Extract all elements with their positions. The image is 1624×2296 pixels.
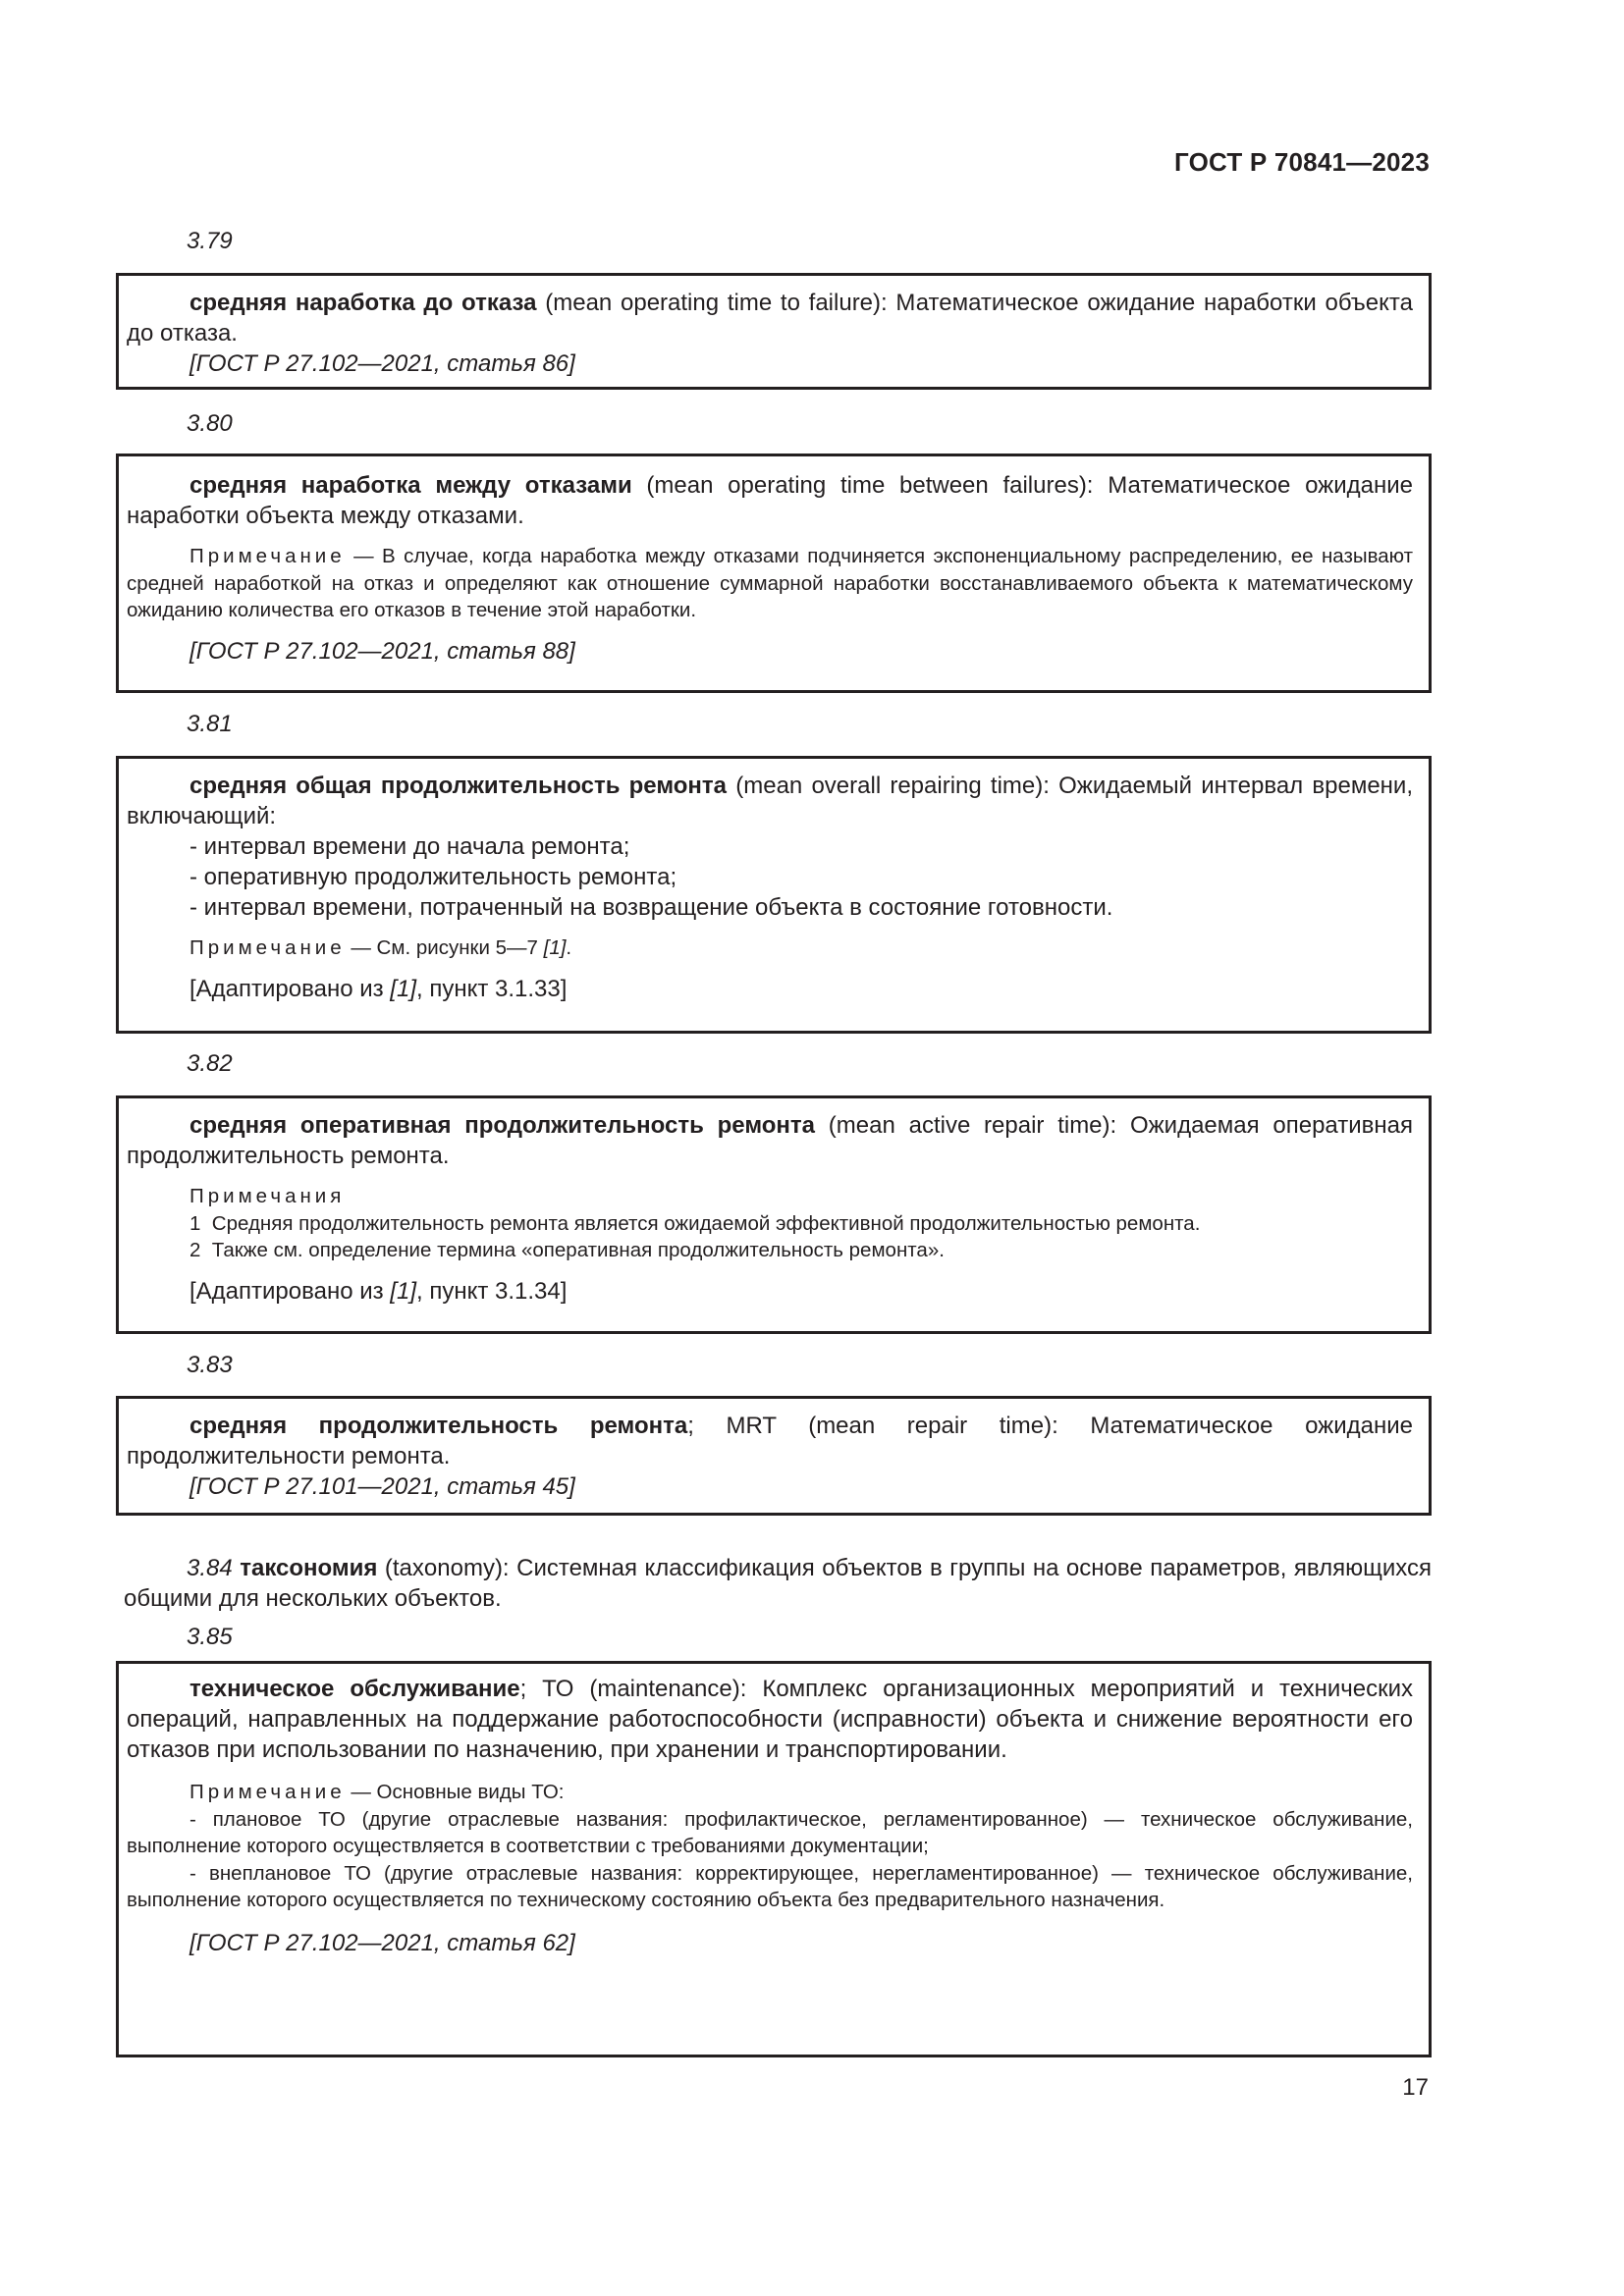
definition-box [116, 1095, 1432, 1334]
source-reference: [ГОСТ Р 27.102—2021, статья 62] [189, 1929, 575, 1956]
note-text: — Основные виды ТО: [345, 1781, 565, 1803]
definition-text [127, 1674, 1413, 1765]
entry-number: 3.79 [187, 228, 233, 254]
adapt-suffix: , пункт 3.1.34] [415, 1277, 568, 1305]
entry-number: 3.85 [187, 1624, 233, 1650]
note-end: . [566, 936, 572, 959]
citation-ref: [1] [543, 936, 567, 959]
adaptation-reference [127, 1276, 1413, 1307]
note-label: Примечание [189, 1781, 346, 1803]
note-label: Примечание [189, 545, 346, 567]
definition-body: (mean operating time between failures): Математическое ожидание наработки объекта между отказами. [127, 472, 1413, 529]
adapt-prefix: [Адаптировано из [189, 975, 391, 1002]
entry-number: 3.84 [187, 1555, 233, 1581]
list-item: - интервал времени до начала ремонта; [189, 833, 630, 860]
list-item: - интервал времени, потраченный на возвращение объекта в состояние готовности. [189, 894, 1113, 921]
source-reference: [ГОСТ Р 27.102—2021, статья 88] [189, 637, 575, 665]
definition-paragraph [116, 1553, 1432, 1614]
definition-box [116, 1396, 1432, 1516]
definition-body: (taxonomy): Системная классификация объектов в группы на основе параметров, являющихся общими для нескольких объектов. [124, 1555, 1432, 1612]
entry-number: 3.81 [187, 711, 233, 737]
entry-number: 3.80 [187, 410, 233, 437]
term: средняя продолжительность ремонта [189, 1413, 688, 1439]
definition-text [127, 470, 1413, 531]
source-reference: [ГОСТ Р 27.102—2021, статья 86] [189, 350, 575, 377]
term: средняя оперативная продолжительность ремонта [189, 1112, 816, 1139]
adaptation-reference [127, 974, 1413, 1004]
list-item: - оперативную продолжительность ремонта; [189, 864, 677, 890]
definition-box [116, 273, 1432, 390]
definition-box [116, 1661, 1432, 2057]
citation-ref: [1] [390, 975, 416, 1002]
definition-box [116, 756, 1432, 1034]
definition-box [116, 454, 1432, 693]
note-list-item: - внеплановое ТО (другие отраслевые названия: корректирующее, нерегламентированное) — техническое обслуживание, выполнение которого осуществляется по техническому состоянию объекта без предварительного назначения. [127, 1861, 1413, 1911]
definition-text [124, 1553, 1432, 1614]
term: средняя наработка до отказа [189, 290, 537, 316]
note-text: — См. рисунки 5—7 [345, 936, 544, 959]
adapt-prefix: [Адаптировано из [189, 1277, 391, 1305]
source-reference: [ГОСТ Р 27.101—2021, статья 45] [189, 1473, 575, 1500]
term: техническое обслуживание [189, 1676, 520, 1702]
definition-body: ; ТО (maintenance): Комплекс организационных мероприятий и технических операций, направленных на поддержание работоспособности (исправности) объекта и снижение вероятности его отказов при использовании по назначению, при хранении и транспортировании. [127, 1676, 1413, 1763]
term: средняя наработка между отказами [189, 472, 632, 499]
entry-number: 3.83 [187, 1352, 233, 1378]
term: средняя общая продолжительность ремонта [189, 773, 728, 799]
entry-number: 3.82 [187, 1050, 233, 1077]
definition-text [127, 771, 1413, 831]
definition-text [127, 288, 1413, 348]
definition-text [127, 1411, 1413, 1471]
note-label: Примечание [189, 936, 346, 959]
note-item: 1 Средняя продолжительность ремонта является ожидаемой эффективной продолжительностью ремонта. [189, 1211, 1201, 1235]
document-id-header: ГОСТ Р 70841—2023 [1174, 147, 1430, 177]
page-number: 17 [1402, 2074, 1429, 2101]
definition-body: ; MRT (mean repair time): Математическое ожидание продолжительности ремонта. [127, 1413, 1413, 1469]
note [127, 543, 1413, 624]
notes-label: Примечания [189, 1185, 346, 1207]
note-text: — В случае, когда наработка между отказами подчиняется экспоненциальному распределению, ее называют средней наработкой на отказ и определяют как отношение суммарной наработки восстанавливаемого объекта к математическому ожиданию количества его отказов в течение этой наработки. [127, 545, 1413, 621]
definition-body: (mean operating time to failure): Математическое ожидание наработки объекта до отказа. [127, 290, 1413, 347]
note-list-item: - плановое ТО (другие отраслевые названия: профилактическое, регламентированное) — техническое обслуживание, выполнение которого осуществляется в соответствии с требованиями документации; [127, 1807, 1413, 1857]
term: таксономия [240, 1555, 378, 1581]
definition-body: (mean overall repairing time): Ожидаемый интервал времени, включающий: [127, 773, 1413, 829]
note [127, 934, 1413, 962]
note [127, 1779, 1413, 1806]
definition-body: (mean active repair time): Ожидаемая оперативная продолжительность ремонта. [127, 1112, 1414, 1169]
note-item: 2 Также см. определение термина «оперативная продолжительность ремонта». [189, 1239, 945, 1261]
definition-text [127, 1110, 1413, 1171]
citation-ref: [1] [390, 1277, 416, 1305]
adapt-suffix: , пункт 3.1.33] [415, 975, 568, 1002]
